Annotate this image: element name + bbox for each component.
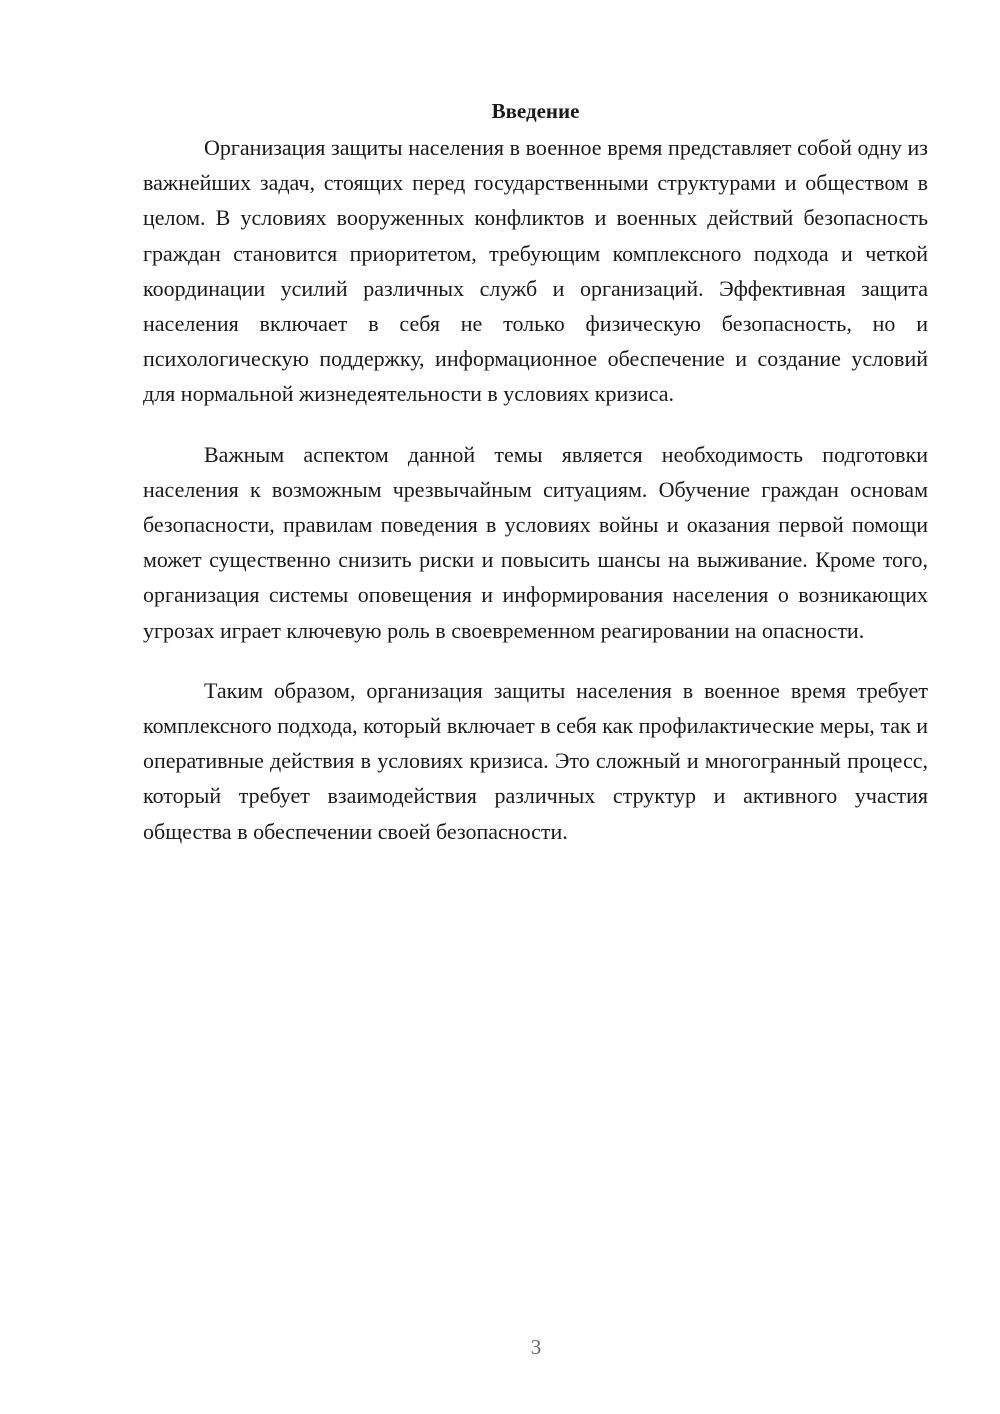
paragraph-1: Организация защиты населения в военное время представляет собой одну из важнейших задач, стоящих перед государственными структурами и обществом в целом. В условиях вооруженных конфликтов и военных действий безопасность граждан становится приоритетом, требующим комплексного подхода и четкой координации усилий различных служб и организаций. Эффективная защита населения включает в себя не только физическую безопасность, но и психологическую поддержку, информационное обеспечение и создание условий для нормальной жизнедеятельности в условиях кризиса. xyxy=(143,135,928,407)
page-number: 3 xyxy=(530,1335,542,1359)
paragraph-3: Таким образом, организация защиты населения в военное время требует комплексного подхода, который включает в себя как профилактические меры, так и оперативные действия в условиях кризиса. Это сложный и многогранный процесс, который требует взаимодействия различных структур и активного участия общества в обеспечении своей безопасности. xyxy=(143,677,928,844)
section-title: Введение xyxy=(491,99,580,123)
paragraph-2: Важным аспектом данной темы является необходимость подготовки населения к возможным чрезвычайным ситуациям. Обучение граждан основам безопасности, правилам поведения в условиях войны и оказания первой помощи может существенно снизить риски и повысить шансы на выживание. Кроме того, организация системы оповещения и информирования населения о возникающих угрозах играет ключевую роль в своевременном реагировании на опасности. xyxy=(143,441,928,643)
page-content xyxy=(143,96,928,874)
